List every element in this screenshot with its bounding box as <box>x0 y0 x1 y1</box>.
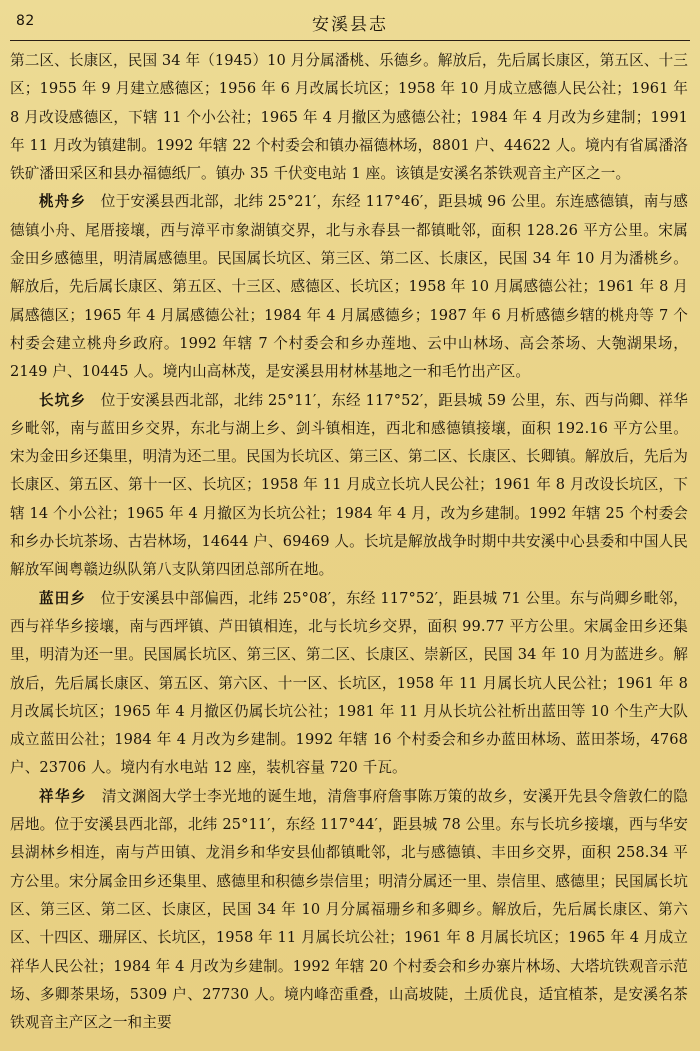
page-number: 82 <box>16 13 35 29</box>
entry-paragraph <box>10 188 688 386</box>
entry-text: 清文渊阁大学士李光地的诞生地，清詹事府詹事陈万策的故乡，安溪开先县令詹敦仁的隐居地。位于安溪县西北部，北纬 25°11′，东经 117°44′，距县城 78 公里。东与长坑乡接壤，西与华安县湖林乡相连，南与芦田镇、龙涓乡和华安县仙都镇毗邻，北与感德镇、丰田乡交界，面积 258.34 平方公里。宋分属金田乡还集里、感德里和积德乡崇信里；明清分属还一里、崇信里、感德里；民国属长坑区、第三区、第二区、长康区，民国 34 年 10 月分属福珊乡和多卿乡。解放后，先后属长康区、第六区、十四区、珊屏区、长坑区，1958 年 11 月属长坑公社；1961 年 8 月属长坑区；1965 年 4 月成立祥华人民公社；1984 年 4 月改为乡建制。1992 年辖 20 个村委会和乡办寨片林场、大塔坑铁观音示范场、多卿茶果场，5309 户、27730 人。境内峰峦重叠，山高坡陡，土质优良，适宜植茶，是安溪名茶铁观音主产区之一和主要 <box>10 787 688 1032</box>
page-header <box>16 10 684 36</box>
running-title: 安溪县志 <box>312 15 388 35</box>
entry-text: 位于安溪县西北部，北纬 25°21′，东经 117°46′，距县城 96 公里。东连感德镇，南与感德镇小舟、尾厝接壤，西与漳平市象湖镇交界，北与永春县一都镇毗邻，面积 128.26 平方公里。宋属金田乡感德里，明清属感德里。民国属长坑区、第三区、第二区、长康区，民国 34 年 10 月为潘桃乡。解放后，先后属长康区、第五区、十三区、感德区、长坑区；1958 年 10 月属感德公社；1961 年 8 月属感德区；1965 年 4 月属感德公社；1984 年 4 月属感德乡；1987 年 6 月析感德乡辖的桃舟等 7 个村委会建立桃舟乡政府。1992 年辖 7 个村委会和乡办莲地、云中山林场、高会茶场、大匏湖果场，2149 户、10445 人。境内山高林茂，是安溪县用材林基地之一和毛竹出产区。 <box>10 193 688 381</box>
entry-paragraph <box>10 585 688 783</box>
continuation-paragraph: 第二区、长康区，民国 34 年（1945）10 月分属潘桃、乐德乡。解放后，先后属长康区，第五区、十三区；1955 年 9 月建立感德区；1956 年 6 月改属长坑区；1958 年 10 月成立感德人民公社；1961 年 8 月改设感德区，下辖 11 个小公社；1965 年 4 月撤区为感德公社；1984 年 4 月改为乡建制；1991 年 11 月改为镇建制。1992 年辖 22 个村委会和镇办福德林场，8801 户、44622 人。境内有省属潘洛铁矿潘田采区和县办福德纸厂。镇办 35 千伏变电站 1 座。该镇是安溪名茶铁观音主产区之一。 <box>10 52 688 183</box>
header-rule <box>10 40 690 41</box>
entry-name: 长坑乡 <box>39 391 87 409</box>
entry-text: 位于安溪县中部偏西，北纬 25°08′，东经 117°52′，距县城 71 公里。东与尚卿乡毗邻，西与祥华乡接壤，南与西坪镇、芦田镇相连，北与长坑乡交界，面积 99.77 平方公里。宋属金田乡还集里，明清为还一里。民国属长坑区、第三区、第二区、长康区、崇新区，民国 34 年 10 月为蓝进乡。解放后，先后属长康区、第五区、第六区、十一区、长坑区，1958 年 11 月属长坑人民公社；1961 年 8 月改属长坑区；1965 年 4 月撤区仍属长坑公社；1981 年 11 月从长坑公社析出蓝田等 10 个生产大队成立蓝田公社；1984 年 4 月改为乡建制。1992 年辖 16 个村委会和乡办蓝田林场、蓝田茶场，4768 户、23706 人。境内有水电站 12 座，装机容量 720 千瓦。 <box>10 589 688 777</box>
entry-paragraph <box>10 783 688 1038</box>
entry-name: 蓝田乡 <box>39 589 87 607</box>
page-body <box>10 47 688 1045</box>
entry-paragraph <box>10 387 688 585</box>
entry-text: 位于安溪县西北部，北纬 25°11′，东经 117°52′，距县城 59 公里，东、西与尚卿、祥华乡毗邻，南与蓝田乡交界，东北与湖上乡、剑斗镇相连，西北和感德镇接壤，面积 192.16 平方公里。宋为金田乡还集里，明清为还二里。民国为长坑区、第三区、第二区、长康区、长卿镇。解放后，先后为长康区、第五区、第十一区、长坑区；1958 年 11 月成立长坑人民公社；1961 年 8 月改设长坑区，下辖 14 个小公社；1965 年 4 月撤区为长坑公社；1984 年 4 月，改为乡建制。1992 年辖 25 个村委会和乡办长坑茶场、古岩林场，14644 户、69469 人。长坑是解放战争时期中共安溪中心县委和中国人民解放军闽粤赣边纵队第八支队第四团总部所在地。 <box>10 391 688 579</box>
entry-name: 祥华乡 <box>39 787 87 805</box>
entry-name: 桃舟乡 <box>39 193 87 211</box>
